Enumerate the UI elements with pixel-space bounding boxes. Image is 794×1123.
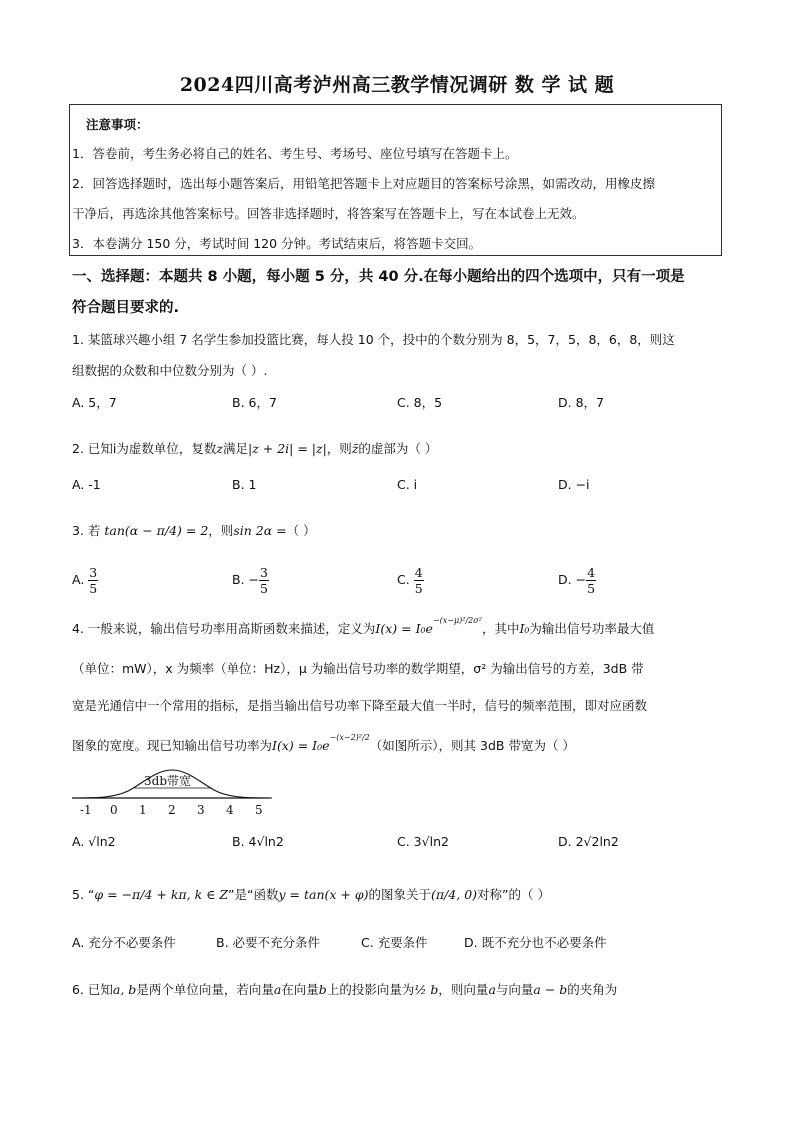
q1-option-a: A. 5，7 [72, 395, 117, 410]
page-title: 2024四川高考泸州高三教学情况调研 数 学 试 题 [179, 74, 615, 96]
tick-label: 3 [197, 803, 205, 817]
q4-option-b: B. 4√ln2 [232, 834, 284, 849]
q5-option-d: D. 既不充分也不必要条件 [464, 935, 607, 950]
q5-option-c: C. 充要条件 [361, 935, 428, 950]
section-heading-cont: 符合题目要求的. [72, 300, 180, 316]
tick-label: 4 [226, 803, 234, 817]
q2-option-c: C. i [397, 477, 418, 492]
tick-label: 1 [139, 803, 147, 817]
question-4-line2: （单位：mW），x 为频率（单位：Hz），μ 为输出信号功率的数学期望，σ² 为输出信号的方差，3dB 带 [72, 661, 644, 676]
q2-option-a: A. -1 [72, 477, 101, 492]
q3-option-b: B. − $\frac{3}{5}$ [232, 565, 268, 596]
question-5: 5. “φ = −π/4 + kπ, k ∈ Z”是“函数y = tan(x + φ)的图象关于(π/4, 0)对称”的（ ） [72, 887, 550, 902]
tick-label: 2 [168, 803, 176, 817]
notice-item: 1．答卷前，考生务必将自己的姓名、考生号、考场号、座位号填写在答题卡上。 [72, 146, 518, 161]
gaussian-figure [72, 764, 272, 820]
q1-option-c: C. 8，5 [397, 395, 443, 410]
question-6: 6. 已知a, b是两个单位向量，若向量a在向量b上的投影向量为½ b，则向量a与向量a − b的夹角为 [72, 982, 618, 997]
notice-box [69, 104, 722, 256]
q1-option-b: B. 6，7 [232, 395, 277, 410]
q2-option-b: B. 1 [232, 477, 257, 492]
tick-label: 0 [110, 803, 118, 817]
question-4-line4: 图象的宽度。现已知输出信号功率为$I(x) = I_0e^{-(x-2)^2/2}$（如图所示），则其 3dB 带宽为（ ） [72, 733, 575, 753]
bandwidth-label: 3db带宽 [144, 774, 191, 788]
notice-item: 干净后，再选涂其他答案标号。回答非选择题时，将答案写在答题卡上，写在本试卷上无效。 [72, 206, 585, 221]
tick-label: 5 [255, 803, 263, 817]
q3-option-d: D. − $\frac{4}{5}$ [558, 565, 596, 596]
question-4-line1: 4. 一般来说，输出信号功率用高斯函数来描述，定义为$I(x) = I_0e^{-(x-\mu)^2/2\sigma^2}$，其中I₀为输出信号功率最大值 [72, 616, 655, 636]
question-1-line2: 组数据的众数和中位数分别为（ ）. [72, 363, 268, 378]
notice-heading: 注意事项： [86, 117, 149, 132]
tick-label: -1 [80, 803, 92, 817]
q5-option-a: A. 充分不必要条件 [72, 935, 176, 950]
q3-option-a: A. $\frac{3}{5}$ [72, 565, 98, 596]
q5-option-b: B. 必要不充分条件 [216, 935, 321, 950]
notice-item: 2．回答选择题时，选出每小题答案后，用铅笔把答题卡上对应题目的答案标号涂黑，如需改动，用橡皮擦 [72, 176, 655, 191]
q1-option-d: D. 8，7 [558, 395, 604, 410]
question-1-line1: 1. 某篮球兴趣小组 7 名学生参加投篮比赛，每人投 10 个，投中的个数分别为 8，5，7，5，8，6，8，则这 [72, 332, 675, 347]
notice-item: 3．本卷满分 150 分，考试时间 120 分钟。考试结束后，将答题卡交回。 [72, 236, 482, 251]
q4-option-d: D. 2√2ln2 [558, 834, 619, 849]
axis-ticks [80, 803, 263, 817]
question-4-line3: 宽是光通信中一个常用的指标，是指当输出信号功率下降至最大值一半时，信号的频率范围，即对应函数 [72, 698, 648, 713]
question-3: 3. 若 tan(α − π/4) = 2，则sin 2α =（ ） [72, 523, 316, 538]
question-2: 2. 已知i为虚数单位，复数z满足|z + 2i| = |z|，则z̄的虚部为（ ） [72, 441, 438, 456]
section-heading: 一、选择题：本题共 8 小题，每小题 5 分，共 40 分.在每小题给出的四个选项中，只有一项是 [72, 269, 685, 285]
q4-option-c: C. 3√ln2 [397, 834, 449, 849]
q3-option-c: C. $\frac{4}{5}$ [397, 565, 423, 596]
q4-option-a: A. √ln2 [72, 834, 116, 849]
q2-option-d: D. −i [558, 477, 590, 492]
